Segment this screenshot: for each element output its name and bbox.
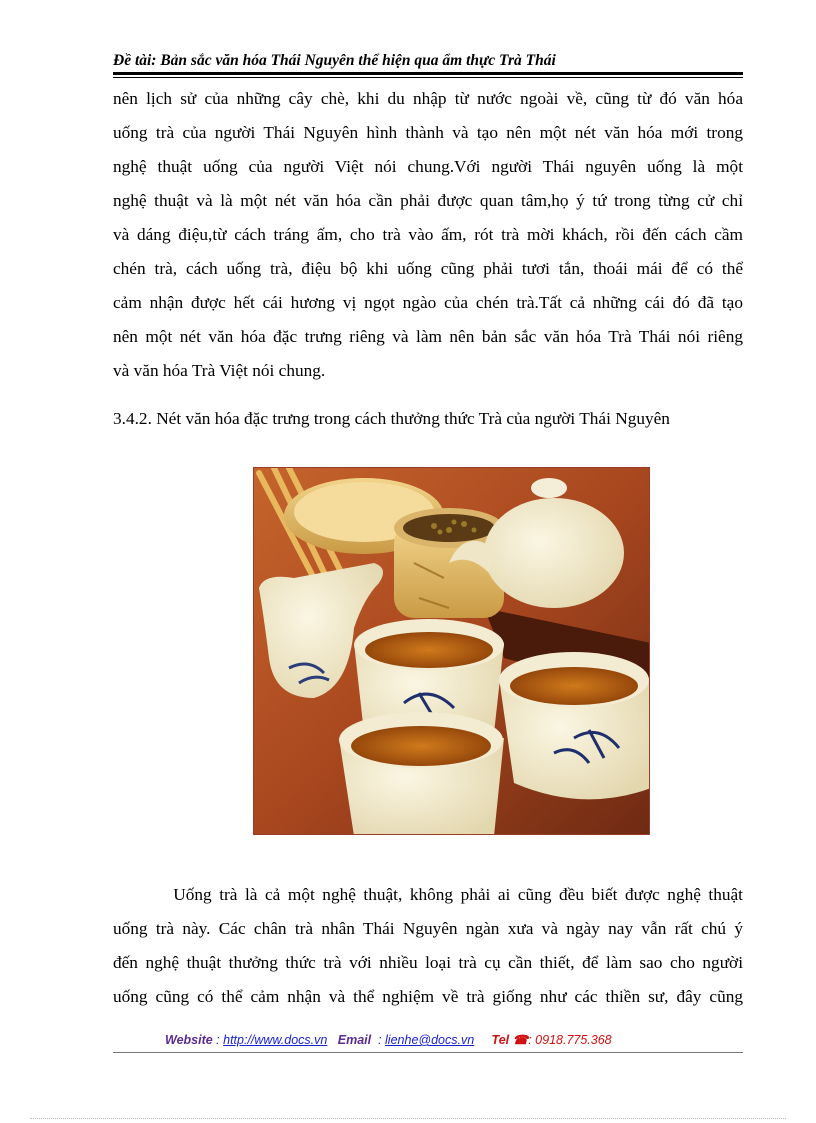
text-line: và dáng điệu,từ cách tráng ấm, cho trà vào ấm, rót trà mời khách, rồi đến cách cầm <box>113 225 743 244</box>
website-link[interactable]: http://www.docs.vn <box>223 1033 328 1047</box>
tea-set-illustration <box>254 468 650 835</box>
text-line: đến nghệ thuật thưởng thức trà với nhiều loại trà cụ cần thiết, để làm sao cho người <box>113 953 743 972</box>
footer-separator: : <box>371 1033 386 1047</box>
header-rule-thin <box>113 77 743 78</box>
text-line: uống trà của người Thái Nguyên hình thành và tạo nên một nét văn hóa mới trong <box>113 123 743 142</box>
section-heading: 3.4.2. Nét văn hóa đặc trưng trong cách thưởng thức Trà của người Thái Nguyên <box>113 409 670 428</box>
page-header-title: Đề tài: Bản sắc văn hóa Thái Nguyên thể hiện qua ẩm thực Trà Thái <box>113 52 556 69</box>
email-label: Email <box>337 1033 372 1047</box>
text-line: uống trà này. Các chân trà nhân Thái Nguyên ngàn xưa và ngày nay vẫn rất chú ý <box>113 919 743 938</box>
text-line: uống cũng có thể cảm nhận và thể nghiệm về trà giống như các thiền sư, đây cũng <box>113 987 743 1006</box>
page-bottom-border <box>30 1118 786 1119</box>
tea-set-photo <box>253 467 650 835</box>
footer-separator: : <box>212 1033 224 1047</box>
page-footer <box>165 1032 765 1047</box>
text-line: chén trà, cách uống trà, điệu bộ khi uống cũng phải tươi tắn, thoái mái để có thể <box>113 259 743 278</box>
text-line: cảm nhận được hết cái hương vị ngọt ngào của chén trà.Tất cả những cái đó đã tạo <box>113 293 743 312</box>
header-rule <box>113 72 743 75</box>
tel-label: Tel <box>491 1033 510 1047</box>
text-line: Uống trà là cả một nghệ thuật, không phải ai cũng đều biết được nghệ thuật <box>113 885 743 904</box>
phone-icon: ☎ <box>512 1033 529 1047</box>
footer-rule <box>113 1052 743 1053</box>
tel-value: : 0918.775.368 <box>528 1033 612 1047</box>
text-line: nên một nét văn hóa đặc trưng riêng và làm nên bản sắc văn hóa Trà Thái nói riêng <box>113 327 743 346</box>
text-line: nên lịch sử của những cây chè, khi du nhập từ nước ngoài về, cũng từ đó văn hóa <box>113 89 743 108</box>
email-link[interactable]: lienhe@docs.vn <box>385 1033 475 1047</box>
text-line: và văn hóa Trà Việt nói chung. <box>113 361 326 380</box>
website-label: Website <box>165 1033 213 1047</box>
text-line: nghệ thuật uống của người Việt nói chung.Với người Thái nguyên uống là một <box>113 157 743 176</box>
paragraph-intro <box>113 82 743 388</box>
paragraph-body <box>113 878 743 1014</box>
text-line: nghệ thuật và là một nét văn hóa cần phải được quan tâm,họ ý tứ trong từng cử chỉ <box>113 191 743 210</box>
